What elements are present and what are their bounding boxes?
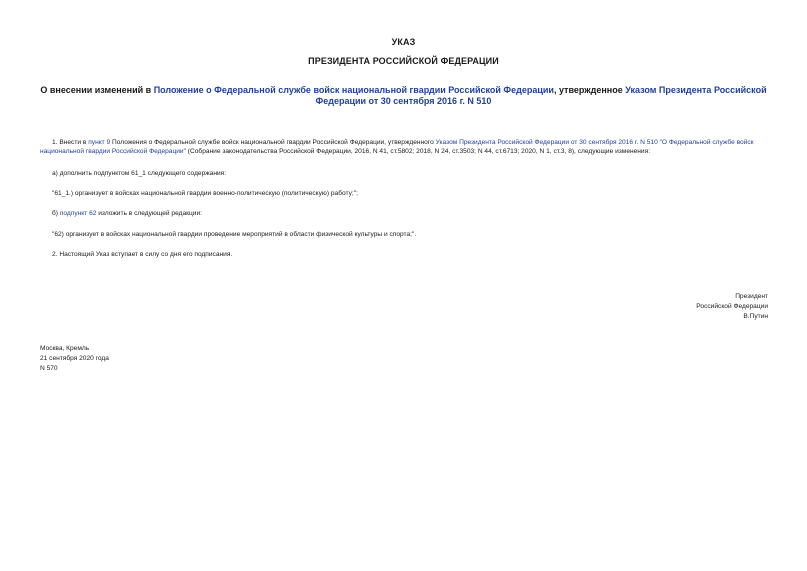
- date: 21 сентября 2020 года: [40, 355, 109, 362]
- paragraph-2: а) дополнить подпунктом 61_1 следующего содержания:: [52, 170, 227, 177]
- place: Москва, Кремль: [40, 345, 90, 352]
- document-title: [40, 85, 767, 107]
- p1-text-2: Положения о Федеральной службе войск национальной гвардии Российской Федерации, утвержденного: [110, 139, 436, 146]
- p1-text-3: (Собрание законодательства Российской Федерации, 2016, N 41, ст.5802; 2018, N 24, ст.3503; N 44, ст.6713; 2020, N 1, ст.3, 8), следующие изменения:: [185, 148, 651, 155]
- title-text-1: О внесении изменений в: [40, 85, 154, 95]
- p1-link-decree[interactable]: Указом Президента Российской Федерации от 30 сентября 2016 г. N 510 "О Федеральной службе войск национальной гвардии Российской Федерации": [40, 139, 754, 155]
- p1-text-1: 1. Внести в: [52, 139, 89, 146]
- paragraph-3: "61_1.) организует в войсках национальной гвардии военно-политическую (политическую) работу;";: [52, 190, 358, 197]
- title-text-2: , утвержденное: [553, 85, 626, 95]
- title-link-regulation[interactable]: Положение о Федеральной службе войск национальной гвардии Российской Федерации: [153, 85, 554, 95]
- place-date-block: [40, 344, 109, 374]
- issuer-heading: ПРЕЗИДЕНТА РОССИЙСКОЙ ФЕДЕРАЦИИ: [308, 56, 499, 66]
- p4-text-1: б): [52, 210, 60, 217]
- signature-title-1: Президент: [735, 293, 768, 300]
- paragraph-5: "62) организует в войсках национальной гвардии проведение мероприятий в области физической культуры и спорта;".: [52, 231, 417, 238]
- p4-text-2: изложить в следующей редакции:: [96, 210, 202, 217]
- signature-name: В.Путин: [743, 313, 768, 320]
- p1-link-point-9[interactable]: пункт 9: [88, 139, 111, 146]
- signature-block: [696, 292, 768, 322]
- title-link-decree[interactable]: Указом Президента Российской Федерации от 30 сентября 2016 г. N 510: [315, 85, 767, 106]
- paragraph-4: [40, 209, 772, 218]
- p4-link-subpoint-62[interactable]: подпункт 62: [59, 210, 97, 217]
- paragraph-6: 2. Настоящий Указ вступает в силу со дня его подписания.: [52, 251, 233, 258]
- doc-type-heading: УКАЗ: [391, 37, 416, 47]
- paragraph-1: [40, 138, 772, 156]
- signature-title-2: Российской Федерации: [696, 303, 768, 310]
- decree-number: N 570: [40, 365, 58, 372]
